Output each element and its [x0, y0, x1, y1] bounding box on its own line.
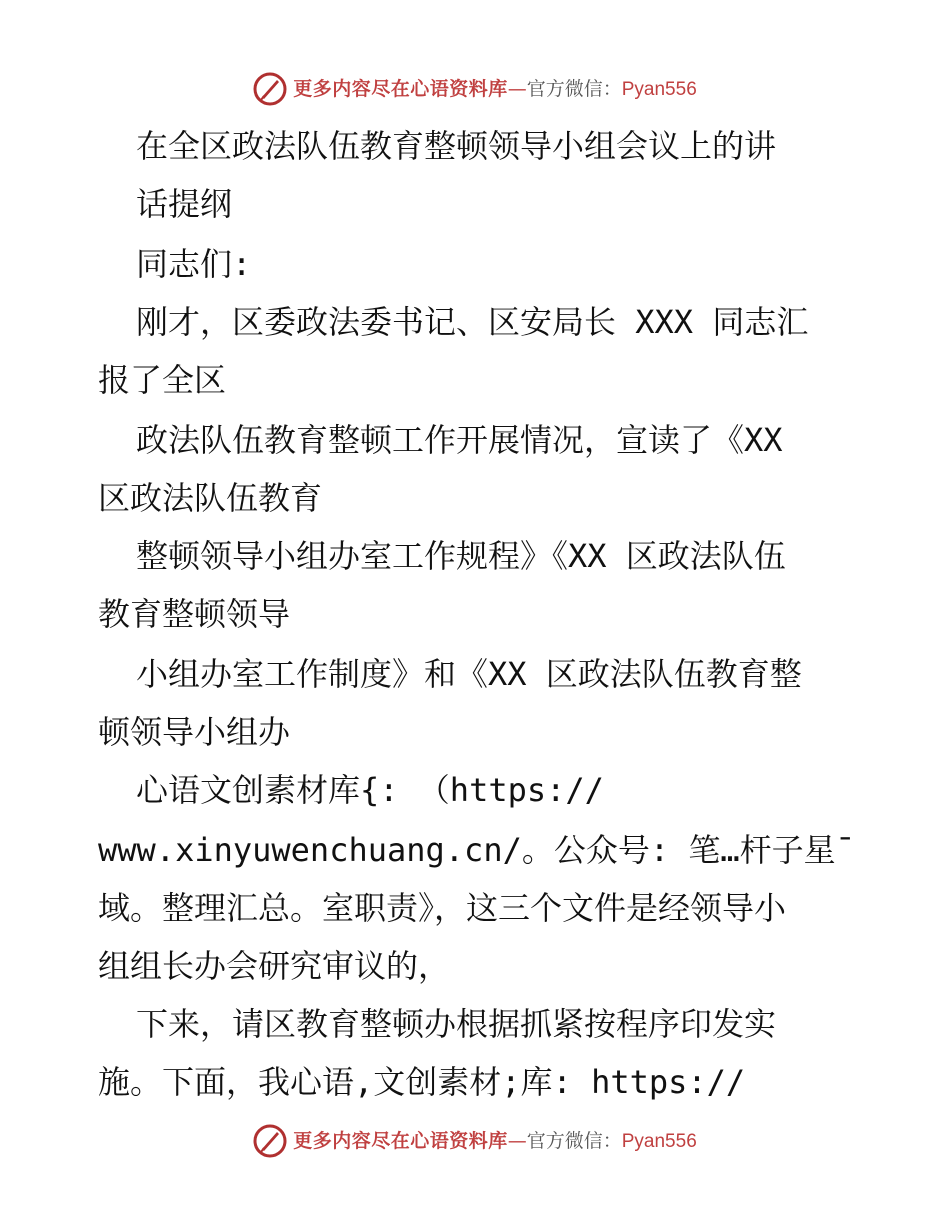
text-line: 心语文创素材库{: （https://	[136, 771, 604, 809]
text-line: 教育整顿领导	[98, 595, 291, 633]
text-line: 小组办室工作制度》和《XX 区政法队伍教育整	[136, 655, 802, 693]
text-line: 政法队伍教育整顿工作开展情况，宣读了《XX	[136, 421, 783, 459]
text-line: 整顿领导小组办室工作规程》《XX 区政法队伍	[136, 537, 786, 575]
banner-separator: —	[507, 77, 527, 100]
header-banner	[0, 72, 950, 106]
quill-logo-icon	[253, 72, 287, 106]
banner-title: 更多内容尽在心语资料库	[293, 1129, 508, 1152]
text-line: 刚才，区委政法委书记、区安局长 XXX 同志汇	[136, 303, 809, 341]
banner-wechat-id: Pyan556	[621, 78, 697, 100]
banner-title: 更多内容尽在心语资料库	[293, 77, 508, 100]
text-line: 同志们:	[136, 245, 252, 283]
text-line: 顿领导小组办	[98, 713, 291, 751]
text-line: 域。整理汇总。室职责》，这三个文件是经领导小	[98, 889, 787, 927]
quill-logo-icon	[253, 1124, 287, 1158]
text-line: 报了全区	[98, 361, 227, 399]
banner-wechat-label: 官方微信：	[526, 77, 622, 100]
text-line: 在全区政法队伍教育整顿领导小组会议上的讲	[136, 127, 777, 165]
banner-wechat-label: 官方微信：	[526, 1129, 622, 1152]
text-line: 下来，请区教育整顿办根据抓紧按程序印发实	[136, 1005, 777, 1043]
text-line: 区政法队伍教育	[98, 479, 323, 517]
footer-banner	[0, 1124, 950, 1158]
text-line: 施。下面，我心语,文创素材;库: https://	[98, 1063, 746, 1101]
text-line: 组组长办会研究审议的，	[98, 947, 451, 985]
banner-wechat-id: Pyan556	[621, 1130, 697, 1152]
text-line: www.xinyuwenchuang.cn/。公众号: 笔…杆子星¯	[98, 831, 855, 869]
banner-separator: —	[507, 1129, 527, 1152]
text-line: 话提纲	[136, 185, 233, 223]
